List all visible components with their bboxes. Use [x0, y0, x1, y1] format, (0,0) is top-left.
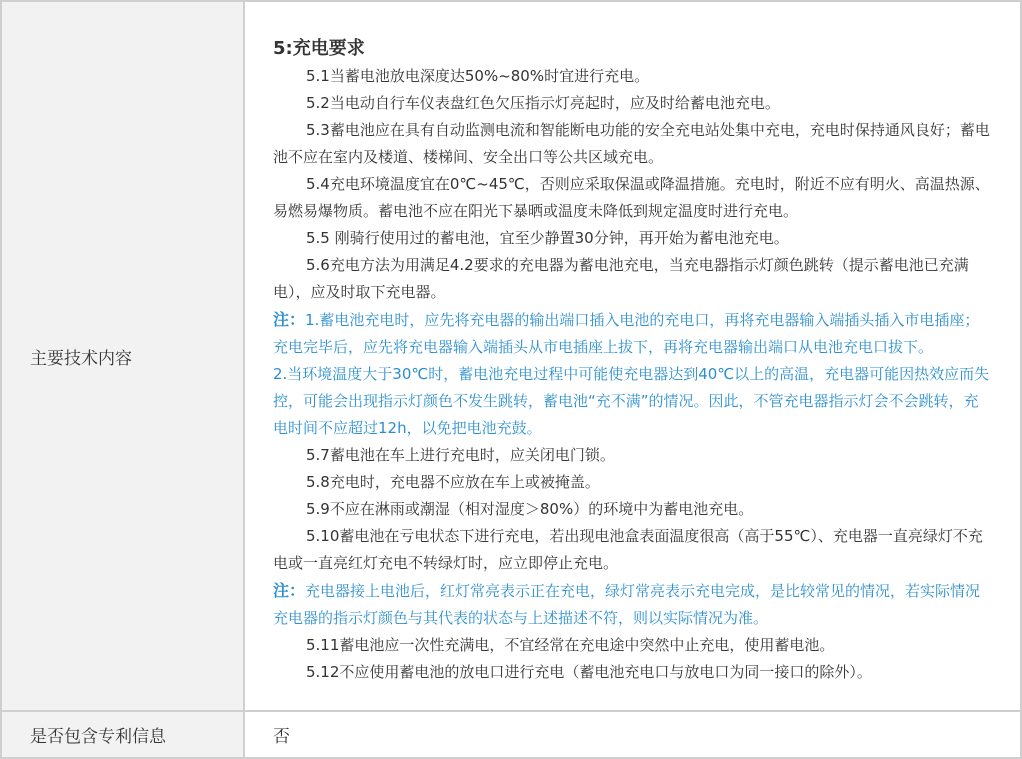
- requirement-5-12: 5.12不应使用蓄电池的放电口进行充电（蓄电池充电口与放电口为同一接口的除外）。: [306, 663, 872, 681]
- section-title: 5:充电要求: [273, 38, 365, 59]
- requirement-5-8: 5.8充电时，充电器不应放在车上或被掩盖。: [306, 473, 600, 491]
- note-label: 注：: [273, 310, 306, 329]
- requirement-5-6: 5.6充电方法为用满足4.2要求的充电器为蓄电池充电，当充电器指示灯颜色跳转（提示蓄电池已充满电），应及时取下充电器。: [273, 256, 969, 301]
- note-3: [273, 577, 990, 632]
- requirement-5-7: 5.7蓄电池在车上进行充电时，应关闭电门锁。: [306, 446, 615, 464]
- requirement-5-4: 5.4充电环境温度宜在0℃~45℃，否则应采取保温或降温措施。充电时，附近不应有明火、高温热源、易燃易爆物质。蓄电池不应在阳光下暴晒或温度未降低到规定温度时进行充电。: [273, 175, 990, 220]
- requirement-5-11: 5.11蓄电池应一次性充满电，不宜经常在充电途中突然中止充电，使用蓄电池。: [306, 636, 835, 654]
- requirement-5-3: 5.3蓄电池应在具有自动监测电流和智能断电功能的安全充电站处集中充电，充电时保持通风良好；蓄电池不应在室内及楼道、楼梯间、安全出口等公共区域充电。: [273, 121, 990, 166]
- requirement-5-5: 5.5 刚骑行使用过的蓄电池，宜至少静置30分钟，再开始为蓄电池充电。: [306, 229, 789, 247]
- requirement-5-10: 5.10蓄电池在亏电状态下进行充电，若出现电池盒表面温度很高（高于55℃）、充电器一直亮绿灯不充电或一直亮红灯充电不转绿灯时，应立即停止充电。: [273, 527, 983, 572]
- note-1: [273, 306, 990, 361]
- charging-requirements-content: [273, 35, 990, 686]
- requirement-5-1: 5.1当蓄电池放电深度达50%~80%时宜进行充电。: [306, 67, 650, 85]
- note-2-text: 2.当环境温度大于30℃时，蓄电池充电过程中可能使充电器达到40℃以上的高温，充电器可能因热效应而失控，可能会出现指示灯颜色不发生跳转，蓄电池“充不满”的情况。因此，不管充电器指示灯会不会跳转，充电时间不应超过12h，以免把电池充鼓。: [273, 365, 990, 437]
- row-label-patent-info: 是否包含专利信息: [0, 712, 245, 757]
- row-value-patent-info: 否: [245, 712, 1022, 757]
- row-value-main-content: [245, 2, 1022, 710]
- note-label: 注：: [273, 581, 306, 600]
- note-2: [273, 361, 990, 442]
- requirement-5-9: 5.9不应在淋雨或潮湿（相对湿度＞80%）的环境中为蓄电池充电。: [306, 500, 754, 518]
- note-1-text: 1.蓄电池充电时，应先将充电器的输出端口插入电池的充电口，再将充电器输入端插头插入市电插座；充电完毕后，应先将充电器输入端插头从市电插座上拔下，再将充电器输出端口从电池充电口拔下。: [273, 311, 980, 356]
- requirement-5-2: 5.2当电动自行车仪表盘红色欠压指示灯亮起时，应及时给蓄电池充电。: [306, 94, 780, 112]
- row-label-main-content: 主要技术内容: [0, 2, 245, 710]
- note-3-text: 充电器接上电池后，红灯常亮表示正在充电，绿灯常亮表示充电完成，是比较常见的情况，若实际情况充电器的指示灯颜色与其代表的状态与上述描述不符，则以实际情况为准。: [273, 582, 981, 627]
- table-row-patent-info: [0, 712, 1022, 759]
